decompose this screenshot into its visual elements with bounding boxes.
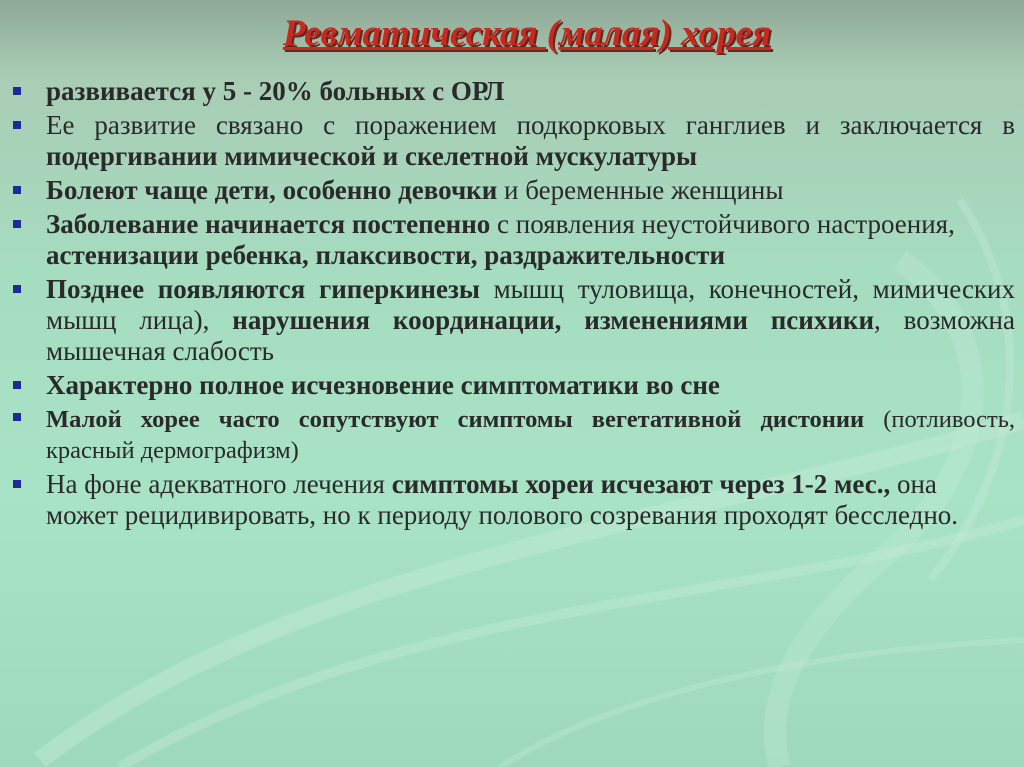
- item-text: симптомы хореи исчезают через 1-2 мес.,: [391, 469, 891, 499]
- square-bullet-icon: [13, 87, 21, 95]
- list-item: [11, 469, 1015, 531]
- list-item: [11, 110, 1015, 172]
- item-text: развивается у: [46, 76, 223, 106]
- list-item: [11, 209, 1015, 271]
- item-text: больных с ОРЛ: [312, 76, 505, 106]
- list-item: [11, 274, 1015, 367]
- list-item: [11, 370, 1015, 401]
- item-text: , возможна мышечная слабость: [46, 305, 1015, 366]
- list-item: [11, 175, 1015, 206]
- item-text: подергивании мимической и скелетной мускулатуры: [46, 141, 698, 171]
- square-bullet-icon: [13, 121, 21, 129]
- item-text: астенизации ребенка, плаксивости, раздражительности: [46, 240, 725, 270]
- list-item: [11, 76, 1015, 107]
- item-text: Характерно полное исчезновение симптоматики во сне: [46, 370, 720, 400]
- square-bullet-icon: [13, 285, 21, 293]
- item-text: Малой хорее часто сопутствуют симптомы вегетативной дистонии: [46, 406, 865, 433]
- slide-title: Ревматическая (малая) хорея: [282, 13, 772, 54]
- item-text: Ее развитие связано с поражением подкорковых ганглиев и заключается в: [46, 110, 1015, 140]
- square-bullet-icon: [13, 480, 21, 488]
- square-bullet-icon: [13, 220, 21, 228]
- item-text: Позднее появляются гиперкинезы: [46, 274, 480, 304]
- item-text: и беременные женщины: [497, 175, 784, 205]
- item-text: 5 - 20%: [222, 76, 313, 106]
- square-bullet-icon: [13, 381, 21, 389]
- item-text: Болеют чаще дети, особенно девочки: [46, 175, 498, 205]
- item-text: мышц туловища, конечностей, мимических мышц лица),: [46, 274, 1015, 335]
- square-bullet-icon: [13, 413, 21, 421]
- item-text: На фоне адекватного лечения: [46, 469, 392, 499]
- item-text: она может рецидивировать, но к периоду полового созревания проходят бесследно.: [46, 469, 959, 530]
- bullet-list: [11, 76, 1015, 534]
- item-text: нарушения координации, изменениями психики: [232, 305, 875, 335]
- item-text: с появления неустойчивого настроения,: [490, 209, 955, 239]
- square-bullet-icon: [13, 186, 21, 194]
- item-text: (потливость, красный дермографизм): [46, 406, 1015, 464]
- item-text: Заболевание начинается постепенно: [46, 209, 491, 239]
- list-item: [11, 404, 1015, 466]
